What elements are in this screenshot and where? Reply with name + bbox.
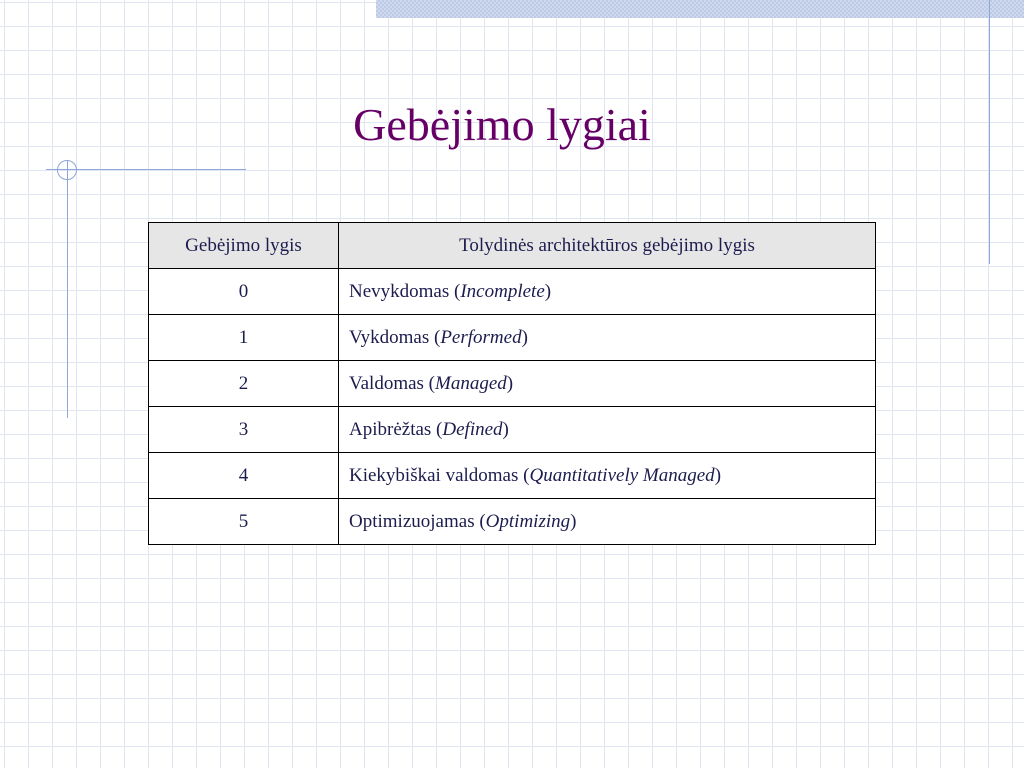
level-number: 1: [149, 315, 339, 361]
en-name: Defined: [442, 418, 503, 440]
header-description: Tolydinės architektūros gebėjimo lygis: [339, 223, 876, 269]
table-row: [149, 453, 876, 499]
closing-paren: ): [714, 464, 722, 486]
table-row: [149, 407, 876, 453]
level-description: [339, 499, 876, 545]
lt-name: Kiekybiškai valdomas (: [349, 464, 530, 486]
en-name: Incomplete: [460, 280, 545, 302]
level-number: 4: [149, 453, 339, 499]
level-description: [339, 407, 876, 453]
lt-name: Valdomas (: [349, 372, 436, 394]
closing-paren: ): [544, 280, 552, 302]
lt-name: Vykdomas (: [349, 326, 441, 348]
closing-paren: ): [570, 510, 577, 532]
slide-title: Gebėjimo lygiai: [353, 99, 651, 150]
lt-name: Apibrėžtas (: [349, 418, 443, 440]
table-row: [149, 361, 876, 407]
table-header-row: [149, 223, 876, 269]
level-description: [339, 453, 876, 499]
header-level: Gebėjimo lygis: [149, 223, 339, 269]
level-description: [339, 315, 876, 361]
en-name: Optimizing: [485, 510, 571, 532]
lt-name: Optimizuojamas (: [349, 510, 486, 532]
level-description: [339, 361, 876, 407]
table-row: [149, 315, 876, 361]
en-name: Quantitatively Managed: [529, 464, 715, 486]
lt-name: Nevykdomas (: [349, 280, 461, 302]
en-name: Managed: [435, 372, 507, 394]
closing-paren: ): [521, 326, 528, 348]
table-row: [149, 269, 876, 315]
level-number: 5: [149, 499, 339, 545]
table-row: [149, 499, 876, 545]
level-description: [339, 269, 876, 315]
level-number: 3: [149, 407, 339, 453]
left-decorative-line: [67, 160, 68, 418]
level-number: 2: [149, 361, 339, 407]
closing-paren: ): [506, 372, 514, 394]
en-name: Performed: [440, 326, 522, 348]
top-decorative-band: [376, 0, 1024, 18]
corner-ring-decoration: [57, 160, 77, 180]
capability-levels-table: [148, 222, 876, 545]
closing-paren: ): [502, 418, 509, 440]
level-number: 0: [149, 269, 339, 315]
